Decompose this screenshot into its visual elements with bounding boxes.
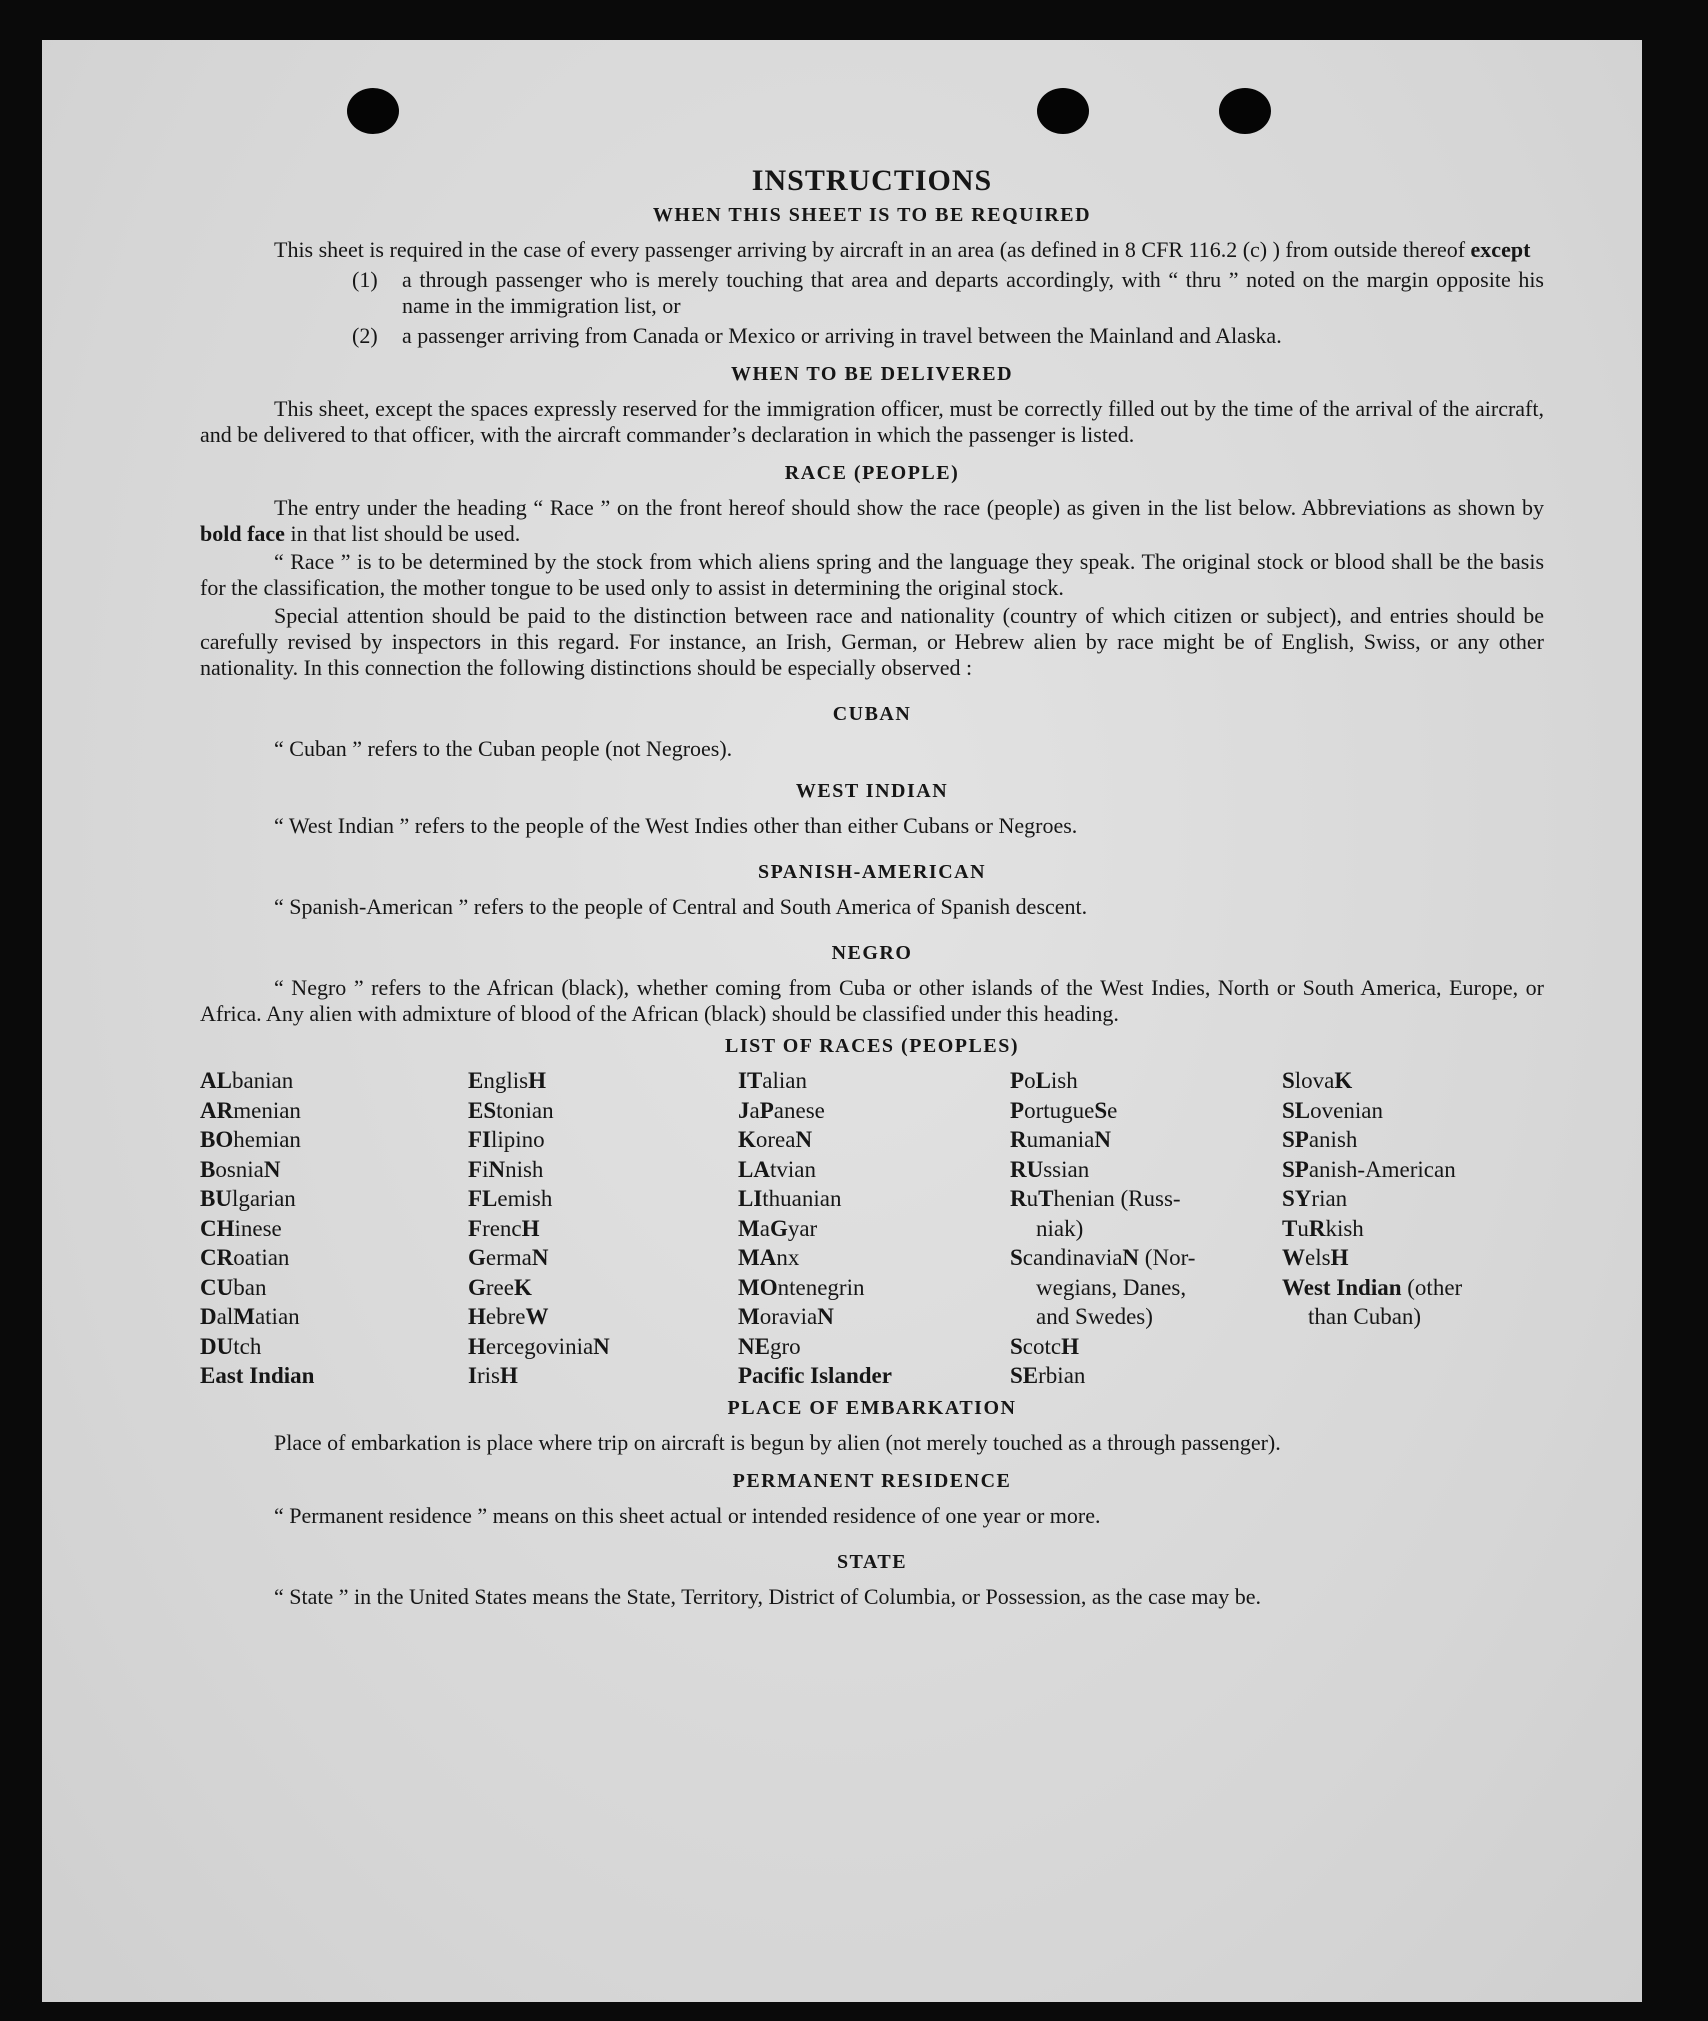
embarkation-text: Place of embarkation is place where trip on aircraft is begun by alien (not merely touched as a through passenger). — [274, 1429, 1281, 1455]
race-abbrev: SL — [1282, 1097, 1311, 1123]
race-abbrev: LA — [738, 1156, 770, 1182]
race-abbrev: F — [468, 1215, 483, 1241]
race-abbrev: S — [1010, 1333, 1023, 1359]
race-abbrev: AR — [200, 1097, 234, 1123]
race-entry — [1010, 1273, 1282, 1303]
race-abbrev: W — [1282, 1245, 1305, 1270]
race-text: hemian — [233, 1127, 301, 1152]
race-abbrev: H — [468, 1304, 486, 1329]
race-text: u — [1026, 1186, 1039, 1211]
race-entry — [468, 1302, 738, 1332]
section-heading-list: LIST OF RACES (PEOPLES) — [724, 1035, 1019, 1057]
race-text: yar — [787, 1215, 818, 1241]
race-abbrev: K — [738, 1127, 756, 1152]
races-column — [468, 1066, 738, 1391]
race-text: ercegovinia — [485, 1333, 594, 1359]
race-abbrev: CU — [200, 1274, 234, 1300]
race-entry — [1282, 1184, 1544, 1214]
west-indian-text: “ West Indian ” refers to the people of the West Indies other than either Cubans or Negroes. — [274, 813, 1078, 838]
race-entry — [1010, 1332, 1282, 1362]
race-abbrev: W — [525, 1304, 549, 1329]
race-text: renc — [482, 1215, 522, 1241]
race-entry — [1282, 1214, 1544, 1244]
race-abbrev: F — [468, 1156, 483, 1182]
section-heading-race: RACE (PEOPLE) — [784, 462, 960, 484]
race-abbrev: E — [468, 1068, 484, 1093]
race-abbrev: L — [1035, 1068, 1051, 1093]
race-abbrev: S — [1094, 1097, 1108, 1123]
race-text: oatian — [233, 1245, 290, 1270]
race-text: ish — [1050, 1068, 1078, 1093]
race-text: ssian — [1043, 1156, 1090, 1182]
race-text: niak) — [1036, 1215, 1084, 1241]
race-entry — [468, 1243, 738, 1273]
race-text: (Nor- — [1139, 1245, 1196, 1270]
race-abbrev: K — [513, 1274, 532, 1300]
race-entry — [468, 1066, 738, 1096]
race-entry — [200, 1066, 468, 1096]
race-entry — [1010, 1214, 1282, 1244]
race-text: cotc — [1022, 1333, 1062, 1359]
race-abbrev: SP — [1282, 1127, 1309, 1152]
races-column — [1282, 1066, 1544, 1391]
race-paragraph-1 — [200, 495, 1544, 547]
race-entry — [468, 1184, 738, 1214]
race-entry — [1010, 1243, 1282, 1273]
race-paragraph-3: Special attention should be paid to the distinction between race and nationality (country of which citizen or subject), and entries should be carefully revised by inspectors in this regard. For instance, an Irish, German, or Hebrew alien by race might be of English, Swiss, or any other nationality. In this connection the following distinctions should be especially observed : — [200, 603, 1544, 680]
document-page — [42, 40, 1642, 2002]
punch-hole — [347, 88, 399, 134]
race-entry — [468, 1155, 738, 1185]
race-abbrev: SP — [1282, 1156, 1309, 1182]
race-abbrev: K — [1334, 1068, 1353, 1093]
race-entry — [468, 1361, 738, 1391]
race-entry — [1010, 1184, 1282, 1214]
race-entry — [200, 1214, 468, 1244]
race-entry — [200, 1243, 468, 1273]
item-text: a passenger arriving from Canada or Mexico or arriving in travel between the Mainland and Alaska. — [402, 323, 1282, 348]
race-text: ntenegrin — [777, 1274, 865, 1300]
race-p1-before: The entry under the heading “ Race ” on the front hereof should show the race (people) as given in the list below. Abbreviations as shown by — [274, 495, 1544, 520]
race-abbrev: IT — [738, 1068, 763, 1093]
race-paragraph-2: “ Race ” is to be determined by the stock from which aliens spring and the language they speak. The original stock or blood shall be the basis for the classification, the mother tongue to be used only to assist in determining the original stock. — [200, 549, 1544, 600]
race-entry — [468, 1273, 738, 1303]
race-text: nish — [505, 1156, 544, 1182]
race-text: lgarian — [231, 1186, 296, 1211]
required-intro-text: This sheet is required in the case of every passenger arriving by aircraft in an area (as defined in 8 CFR 116.2 (c) ) from outside thereof — [274, 237, 1466, 262]
race-abbrev: H — [521, 1215, 540, 1241]
race-abbrev: M — [738, 1304, 760, 1329]
race-text: thuanian — [762, 1186, 842, 1211]
races-column — [1010, 1066, 1282, 1391]
race-entry — [200, 1125, 468, 1155]
required-intro-emph: except — [1470, 237, 1531, 262]
race-text: and Swedes) — [1036, 1304, 1153, 1329]
race-text: tch — [233, 1333, 262, 1359]
punch-hole — [1219, 88, 1271, 134]
race-text: emish — [497, 1186, 553, 1211]
race-abbrev: West Indian — [1282, 1274, 1402, 1300]
race-abbrev: M — [233, 1304, 255, 1329]
race-text: tvian — [769, 1156, 816, 1182]
race-abbrev: AL — [200, 1068, 232, 1093]
race-entry — [1282, 1273, 1544, 1303]
race-text: ris — [476, 1363, 500, 1388]
race-text: wegians, Danes, — [1036, 1274, 1187, 1300]
race-abbrev: N — [1094, 1127, 1111, 1152]
race-text: tonian — [496, 1097, 554, 1123]
race-entry — [1282, 1096, 1544, 1126]
instructions-content — [200, 164, 1544, 1610]
race-abbrev: B — [200, 1156, 216, 1182]
race-entry — [738, 1361, 1010, 1391]
race-abbrev: N — [795, 1127, 813, 1152]
race-entry — [1282, 1066, 1544, 1096]
race-entry — [200, 1332, 468, 1362]
race-abbrev: P — [759, 1097, 774, 1123]
page-title: INSTRUCTIONS — [751, 164, 993, 197]
race-p1-after: in that list should be used. — [290, 521, 521, 546]
race-entry — [1282, 1155, 1544, 1185]
race-text: a — [759, 1215, 770, 1241]
race-entry — [468, 1096, 738, 1126]
race-entry — [1010, 1302, 1282, 1332]
race-text: orea — [755, 1127, 796, 1152]
race-abbrev: T — [1282, 1215, 1298, 1241]
race-text: lova — [1294, 1068, 1335, 1093]
item-number: (2) — [352, 323, 378, 348]
negro-text: “ Negro ” refers to the African (black), whether coming from Cuba or other islands of the West Indies, North or South America, Europe, or Africa. Any alien with admixture of blood of the African (black) should be classified under this heading. — [200, 975, 1544, 1026]
race-text: than Cuban) — [1308, 1304, 1422, 1329]
list-item — [352, 323, 1544, 349]
race-abbrev: P — [1010, 1097, 1025, 1123]
section-heading-negro: NEGRO — [831, 942, 913, 964]
race-text: i — [482, 1156, 489, 1182]
race-abbrev: N — [1122, 1245, 1140, 1270]
race-abbrev: H — [468, 1333, 486, 1359]
race-entry — [1010, 1361, 1282, 1391]
race-abbrev: H — [528, 1068, 546, 1093]
race-abbrev: H — [1061, 1333, 1079, 1359]
section-heading-embarkation: PLACE OF EMBARKATION — [727, 1396, 1017, 1419]
race-entry — [738, 1302, 1010, 1332]
race-text: a — [749, 1097, 760, 1123]
race-text: kish — [1325, 1215, 1364, 1241]
race-abbrev: J — [738, 1097, 750, 1123]
punch-hole — [1037, 88, 1089, 134]
item-text: a through passenger who is merely touching that area and departs accordingly, with “ thru ” noted on the margin opposite his name in the immigration list, or — [402, 267, 1544, 318]
required-intro — [200, 237, 1544, 263]
race-entry — [738, 1155, 1010, 1185]
race-abbrev: N — [531, 1245, 549, 1270]
race-abbrev: R — [1010, 1127, 1027, 1152]
race-text: nglis — [483, 1068, 529, 1093]
race-text: banian — [231, 1068, 294, 1093]
section-heading-delivered: WHEN TO BE DELIVERED — [730, 363, 1014, 385]
race-abbrev: NE — [738, 1333, 770, 1359]
race-text: umania — [1026, 1127, 1095, 1152]
race-abbrev: CH — [200, 1215, 235, 1241]
race-text: osnia — [215, 1156, 264, 1182]
race-text: anish — [1308, 1127, 1358, 1152]
races-column — [738, 1066, 1010, 1391]
race-text: els — [1305, 1245, 1331, 1270]
race-abbrev: BO — [200, 1127, 234, 1152]
race-text: ortugue — [1024, 1097, 1095, 1123]
race-entry — [1282, 1125, 1544, 1155]
section-heading-required: WHEN THIS SHEET IS TO BE REQUIRED — [652, 204, 1092, 226]
race-abbrev: M — [738, 1215, 760, 1241]
race-entry — [1010, 1096, 1282, 1126]
race-abbrev: MO — [738, 1274, 778, 1300]
race-abbrev: N — [488, 1156, 506, 1182]
race-entry — [200, 1302, 468, 1332]
race-abbrev: N — [263, 1156, 281, 1182]
race-text: u — [1297, 1215, 1309, 1241]
race-text: anish-American — [1308, 1156, 1456, 1182]
race-text: rian — [1311, 1186, 1348, 1211]
race-entry — [738, 1243, 1010, 1273]
races-column — [200, 1066, 468, 1391]
race-abbrev: FL — [468, 1186, 498, 1211]
race-text: menian — [233, 1097, 301, 1123]
race-abbrev: LI — [738, 1186, 763, 1211]
cuban-text: “ Cuban ” refers to the Cuban people (not Negroes). — [274, 736, 733, 761]
race-abbrev: FI — [468, 1127, 491, 1152]
race-abbrev: H — [499, 1363, 518, 1388]
race-abbrev: DU — [200, 1333, 234, 1359]
race-abbrev: R — [1308, 1215, 1326, 1241]
delivered-text: This sheet, except the spaces expressly reserved for the immigration officer, must be correctly filled out by the time of the arrival of the aircraft, and be delivered to that officer, with the aircraft commander’s declaration in which the passenger is listed. — [200, 396, 1544, 447]
race-entry — [1282, 1243, 1544, 1273]
race-abbrev: I — [468, 1363, 477, 1388]
race-entry — [738, 1125, 1010, 1155]
race-text: e — [1107, 1097, 1118, 1123]
race-text: ban — [233, 1274, 267, 1300]
race-text: ebre — [485, 1304, 526, 1329]
state-text: “ State ” in the United States means the State, Territory, District of Columbia, or Possession, as the case may be. — [274, 1583, 1262, 1609]
race-text: o — [1024, 1068, 1036, 1093]
race-text: alian — [762, 1068, 807, 1093]
section-heading-spanish-american: SPANISH-AMERICAN — [757, 861, 987, 883]
race-p1-bold: bold face — [200, 521, 285, 546]
item-number: (1) — [352, 267, 378, 292]
race-text: gro — [769, 1333, 801, 1359]
race-text: lipino — [491, 1127, 545, 1152]
race-text: inese — [234, 1215, 282, 1241]
race-entry — [738, 1332, 1010, 1362]
race-entry — [1282, 1302, 1544, 1332]
race-abbrev: S — [1282, 1068, 1295, 1093]
race-abbrev: Pacific Islander — [738, 1363, 892, 1388]
race-abbrev: P — [1010, 1068, 1025, 1093]
list-item — [352, 267, 1544, 319]
section-heading-west-indian: WEST INDIAN — [795, 780, 949, 802]
race-entry — [200, 1155, 468, 1185]
race-entry — [1010, 1155, 1282, 1185]
race-text: rbian — [1038, 1363, 1086, 1388]
race-abbrev: East Indian — [200, 1363, 315, 1388]
race-entry — [200, 1096, 468, 1126]
race-text: nx — [776, 1245, 800, 1270]
race-entry — [468, 1332, 738, 1362]
race-abbrev: S — [1010, 1245, 1023, 1270]
race-entry — [738, 1273, 1010, 1303]
race-abbrev: G — [769, 1215, 788, 1241]
section-heading-residence: PERMANENT RESIDENCE — [732, 1469, 1012, 1492]
race-abbrev: SE — [1010, 1363, 1039, 1388]
race-text: anese — [773, 1097, 825, 1123]
race-abbrev: BU — [200, 1186, 232, 1211]
race-entry — [200, 1361, 468, 1391]
race-text: candinavia — [1022, 1245, 1123, 1270]
race-abbrev: SY — [1282, 1186, 1312, 1211]
race-entry — [738, 1184, 1010, 1214]
race-entry — [200, 1273, 468, 1303]
race-text: (other — [1401, 1274, 1463, 1300]
race-abbrev: H — [1330, 1245, 1349, 1270]
race-entry — [738, 1066, 1010, 1096]
race-entry — [468, 1214, 738, 1244]
race-abbrev: N — [593, 1333, 610, 1359]
race-abbrev: RU — [1010, 1156, 1044, 1182]
race-text: ree — [485, 1274, 514, 1300]
race-text: atian — [254, 1304, 300, 1329]
race-entry — [738, 1096, 1010, 1126]
race-text: al — [216, 1304, 234, 1329]
race-abbrev: ES — [468, 1097, 497, 1123]
race-abbrev: CR — [200, 1245, 234, 1270]
race-entry — [468, 1125, 738, 1155]
section-heading-cuban: CUBAN — [832, 703, 912, 725]
race-text: ovenian — [1310, 1097, 1383, 1123]
race-entry — [200, 1184, 468, 1214]
race-abbrev: N — [817, 1304, 834, 1329]
race-abbrev: G — [468, 1245, 486, 1270]
race-text: erma — [485, 1245, 532, 1270]
race-entry — [1010, 1125, 1282, 1155]
race-abbrev: R — [1010, 1186, 1027, 1211]
spanish-american-text: “ Spanish-American ” refers to the people of Central and South America of Spanish descent. — [274, 894, 1088, 919]
residence-text: “ Permanent residence ” means on this sheet actual or intended residence of one year or more. — [274, 1502, 1101, 1528]
races-table — [200, 1066, 1544, 1391]
race-abbrev: G — [468, 1274, 486, 1300]
race-entry — [1010, 1066, 1282, 1096]
race-abbrev: T — [1038, 1186, 1054, 1211]
race-text: henian (Russ- — [1053, 1186, 1181, 1211]
section-heading-state: STATE — [836, 1550, 908, 1573]
race-entry — [738, 1214, 1010, 1244]
race-abbrev: MA — [738, 1245, 777, 1270]
race-abbrev: D — [200, 1304, 217, 1329]
race-text: oravia — [759, 1304, 818, 1329]
